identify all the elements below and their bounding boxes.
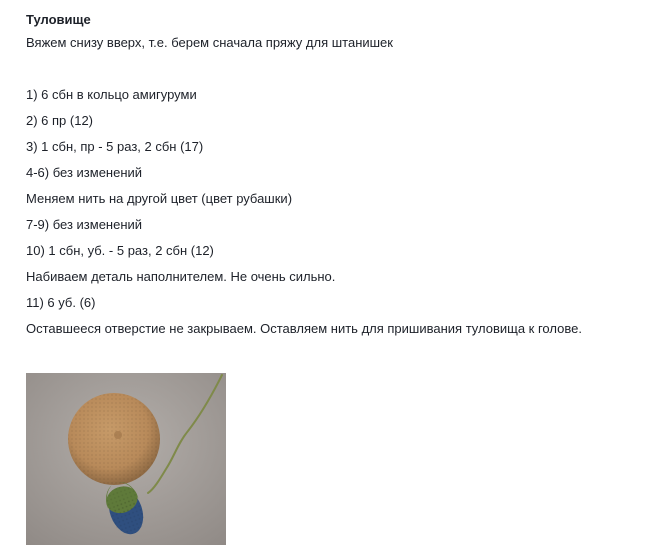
- step-line: 11) 6 уб. (6): [26, 295, 96, 310]
- intro-text: Вяжем снизу вверх, т.е. берем сначала пряжу для штанишек: [26, 35, 393, 50]
- spacer: [26, 56, 646, 82]
- crochet-photo[interactable]: [26, 373, 226, 545]
- section-title: Туловище: [26, 12, 91, 27]
- step-line: 4-6) без изменений: [26, 165, 143, 180]
- step-line: Набиваем деталь наполнителем. Не очень сильно.: [26, 269, 336, 284]
- step-line: Меняем нить на другой цвет (цвет рубашки): [26, 191, 293, 206]
- step-line: 3) 1 сбн, пр - 5 раз, 2 сбн (17): [26, 139, 204, 154]
- step-line: 2) 6 пр (12): [26, 113, 94, 128]
- step-line: 7-9) без изменений: [26, 217, 143, 232]
- article-content: [26, 10, 646, 342]
- step-line: 1) 6 сбн в кольцо амигуруми: [26, 87, 197, 102]
- step-line: 10) 1 сбн, уб. - 5 раз, 2 сбн (12): [26, 243, 214, 258]
- crochet-ball: [68, 393, 160, 485]
- step-line: Оставшееся отверстие не закрываем. Оставляем нить для пришивания туловища к голове.: [26, 321, 582, 336]
